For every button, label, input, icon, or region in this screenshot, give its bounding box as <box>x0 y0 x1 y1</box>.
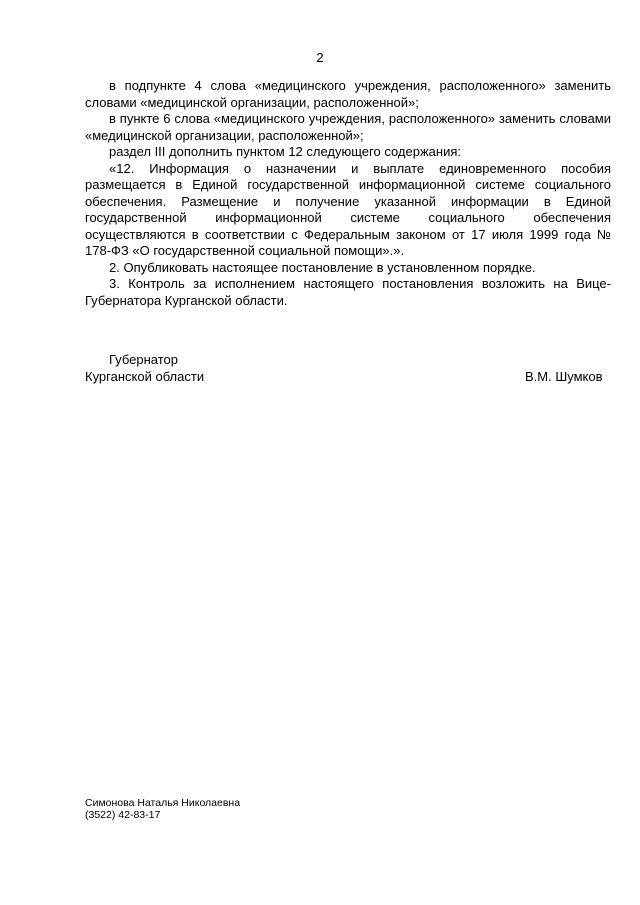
signature-name: В.М. Шумков <box>525 369 603 384</box>
footer-contact <box>85 797 240 821</box>
page-number: 2 <box>316 50 324 65</box>
signature-title <box>85 352 204 385</box>
contact-name: Симонова Наталья Николаевна <box>85 797 241 809</box>
paragraph-control: 3. Контроль за исполнением настоящего постановления возложить на Вице-Губернатора Курганской области. <box>85 276 611 308</box>
paragraph-subpoint-4: в подпункте 4 слова «медицинского учреждения, расположенного» заменить словами «медицинской организации, расположенной»; <box>85 78 611 110</box>
paragraph-publish: 2. Опубликовать настоящее постановление в установленном порядке. <box>109 259 536 275</box>
signature-title-line2: Курганской области <box>85 368 205 384</box>
paragraph-point-6: в пункте 6 слова «медицинского учреждения, расположенного» заменить словами «медицинской организации, расположенной»; <box>85 111 611 143</box>
signature-title-line1: Губернатор <box>109 352 178 367</box>
document-body <box>85 78 611 309</box>
paragraph-item-12: «12. Информация о назначении и выплате единовременного пособия размещается в Единой государственной информационной системе социального обеспечения. Размещение и получение указанной информации в Единой государственной информационной системе социального обеспечения осуществляются в соответствии с Федеральным законом от 17 июля 1999 года № 178-ФЗ «О государственной социальной помощи».». <box>85 160 611 258</box>
contact-phone: (3522) 42-83-17 <box>85 809 161 821</box>
paragraph-section-3: раздел III дополнить пунктом 12 следующего содержания: <box>109 144 461 159</box>
